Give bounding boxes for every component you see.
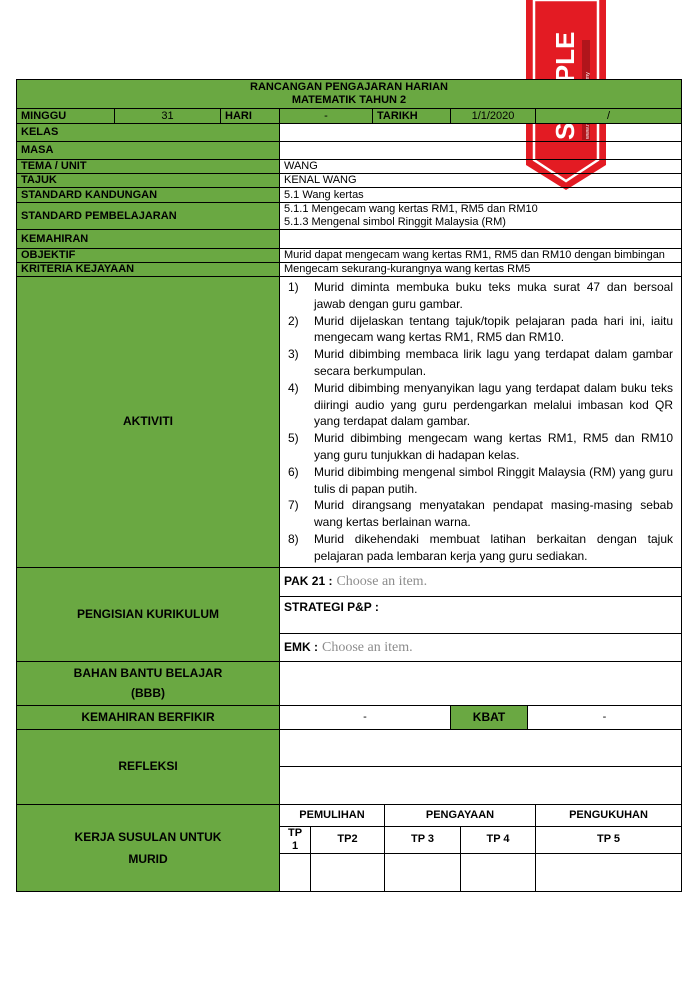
refleksi-row-2 bbox=[280, 766, 682, 804]
strategi-label: STRATEGI P&P : bbox=[284, 599, 379, 614]
hari-value: - bbox=[280, 109, 373, 124]
emk-label: EMK : bbox=[284, 639, 318, 654]
aktiviti-item-number: 4) bbox=[288, 380, 299, 395]
tp4-cell bbox=[461, 853, 536, 891]
pengayaan-header: PENGAYAAN bbox=[385, 804, 536, 826]
minggu-label: MINGGU bbox=[17, 109, 115, 124]
aktiviti-item-number: 6) bbox=[288, 464, 299, 479]
aktiviti-item-text: Murid dibimbing membaca lirik lagu yang terdapat dalam gambar secara berkumpulan. bbox=[314, 347, 674, 378]
aktiviti-item-number: 2) bbox=[288, 313, 299, 328]
aktiviti-item-number: 7) bbox=[288, 498, 299, 513]
tp1-cell bbox=[280, 853, 311, 891]
tema-label: TEMA / UNIT bbox=[17, 160, 280, 174]
bbb-line-1: BAHAN BANTU BELAJAR bbox=[73, 666, 223, 681]
standard-pembelajaran-value bbox=[280, 203, 682, 230]
tp3-cell bbox=[385, 853, 461, 891]
objektif-value: Murid dapat mengecam wang kertas RM1, RM5 dan RM10 dengan bimbingan bbox=[280, 249, 682, 263]
kriteria-kejayaan-label: KRITERIA KEJAYAAN bbox=[17, 263, 280, 277]
kbat-value: - bbox=[528, 705, 682, 729]
aktiviti-item-text: Murid diminta membuka buku teks muka surat 47 dan bersoal jawab dengan guru gambar. bbox=[314, 280, 674, 311]
rph-form bbox=[16, 79, 682, 892]
title-line-1: RANCANGAN PENGAJARAN HARIAN bbox=[250, 81, 449, 93]
standard-kandungan-label: STANDARD KANDUNGAN bbox=[17, 188, 280, 203]
pak21-cell bbox=[280, 567, 682, 596]
aktiviti-item bbox=[284, 531, 673, 565]
tema-value: WANG bbox=[280, 160, 682, 174]
aktiviti-item-text: Murid dibimbing menyanyikan lagu yang terdapat dalam buku teks diiringi audio yang guru perdengarkan melalui imbasan kod QR yang terdapat dalam gambar. bbox=[314, 380, 674, 429]
pak21-dropdown[interactable]: Choose an item. bbox=[336, 574, 428, 590]
aktiviti-item bbox=[284, 464, 673, 498]
tp5-cell bbox=[536, 853, 682, 891]
kemahiran-value bbox=[280, 230, 682, 249]
tp3-header: TP 3 bbox=[385, 826, 461, 853]
tarikh-label: TARIKH bbox=[373, 109, 451, 124]
kemahiran-label: KEMAHIRAN bbox=[17, 230, 280, 249]
bbb-value bbox=[280, 661, 682, 705]
aktiviti-item-text: Murid dikehendaki membuat latihan berkaitan dengan tajuk pelajaran pada lembaran kerja yang guru sediakan. bbox=[314, 531, 674, 563]
susulan-line-2: MURID bbox=[128, 851, 168, 866]
tarikh-value: 1/1/2020 bbox=[451, 109, 536, 124]
pak21-label: PAK 21 : bbox=[284, 574, 333, 589]
emk-cell bbox=[280, 633, 682, 661]
aktiviti-item-text: Murid dibimbing mengenal simbol Ringgit Malaysia (RM) yang guru tulis di papan putih. bbox=[314, 464, 674, 496]
kbat-label: KBAT bbox=[451, 705, 528, 729]
aktiviti-item-text: Murid dirangsang menyatakan pendapat masing-masing sebab wang kertas berlainan warna. bbox=[314, 498, 674, 530]
kemahiran-berfikir-label: KEMAHIRAN BERFIKIR bbox=[17, 705, 280, 729]
aktiviti-item-text: Murid dibimbing mengecam wang kertas RM1, RM5 dan RM10 yang guru tunjukkan di hadapan kelas. bbox=[314, 431, 674, 462]
standard-pembelajaran-label: STANDARD PEMBELAJARAN bbox=[17, 203, 280, 230]
aktiviti-item bbox=[284, 346, 673, 380]
tajuk-value: KENAL WANG bbox=[280, 174, 682, 188]
tp2-cell bbox=[311, 853, 385, 891]
aktiviti-item bbox=[284, 279, 673, 313]
standard-kandungan-value: 5.1 Wang kertas bbox=[280, 188, 682, 203]
title-line-2: MATEMATIK TAHUN 2 bbox=[291, 94, 407, 106]
aktiviti-item bbox=[284, 497, 673, 531]
kelas-label: KELAS bbox=[17, 124, 280, 142]
refleksi-row-1 bbox=[280, 729, 682, 766]
aktiviti-item-number: 8) bbox=[288, 531, 299, 546]
aktiviti-item bbox=[284, 430, 673, 464]
pengukuhan-header: PENGUKUHAN bbox=[536, 804, 682, 826]
aktiviti-item-number: 1) bbox=[288, 280, 299, 294]
kerja-susulan-label bbox=[17, 804, 280, 891]
aktiviti-list-cell bbox=[280, 277, 682, 568]
tp2-header: TP2 bbox=[311, 826, 385, 853]
tajuk-label: TAJUK bbox=[17, 174, 280, 188]
masa-label: MASA bbox=[17, 142, 280, 160]
masa-value bbox=[280, 142, 682, 160]
emk-dropdown[interactable]: Choose an item. bbox=[322, 639, 413, 655]
aktiviti-item-number: 3) bbox=[288, 347, 299, 362]
extra-value: / bbox=[536, 109, 682, 124]
sp-line-1: 5.1.1 Mengecam wang kertas RM1, RM5 dan RM10 bbox=[284, 203, 538, 215]
strategi-cell bbox=[280, 596, 682, 633]
aktiviti-item-number: 5) bbox=[288, 431, 299, 446]
kemahiran-berfikir-value: - bbox=[280, 705, 451, 729]
refleksi-label: REFLEKSI bbox=[17, 729, 280, 804]
tp4-header: TP 4 bbox=[461, 826, 536, 853]
aktiviti-label: AKTIVITI bbox=[17, 277, 280, 568]
pengisian-kurikulum-label: PENGISIAN KURIKULUM bbox=[17, 567, 280, 661]
tp1-header: TP 1 bbox=[280, 826, 311, 853]
pemulihan-header: PEMULIHAN bbox=[280, 804, 385, 826]
kelas-value bbox=[280, 124, 682, 142]
hari-label: HARI bbox=[221, 109, 280, 124]
sp-line-2: 5.1.3 Mengenal simbol Ringgit Malaysia (RM) bbox=[284, 216, 506, 228]
aktiviti-item bbox=[284, 313, 673, 347]
susulan-line-1: KERJA SUSULAN UNTUK bbox=[74, 829, 222, 844]
kriteria-kejayaan-value: Mengecam sekurang-kurangnya wang kertas RM5 bbox=[280, 263, 682, 277]
aktiviti-item-text: Murid dijelaskan tentang tajuk/topik pelajaran pada hari ini, iaitu mengecam wang kertas RM1, RM5 dan RM10. bbox=[314, 313, 674, 345]
aktiviti-item bbox=[284, 380, 673, 430]
aktiviti-list bbox=[284, 277, 677, 567]
objektif-label: OBJEKTIF bbox=[17, 249, 280, 263]
form-title bbox=[17, 80, 682, 109]
bbb-label bbox=[17, 661, 280, 705]
tp5-header: TP 5 bbox=[536, 826, 682, 853]
minggu-value: 31 bbox=[115, 109, 221, 124]
bbb-line-2: (BBB) bbox=[131, 686, 165, 701]
